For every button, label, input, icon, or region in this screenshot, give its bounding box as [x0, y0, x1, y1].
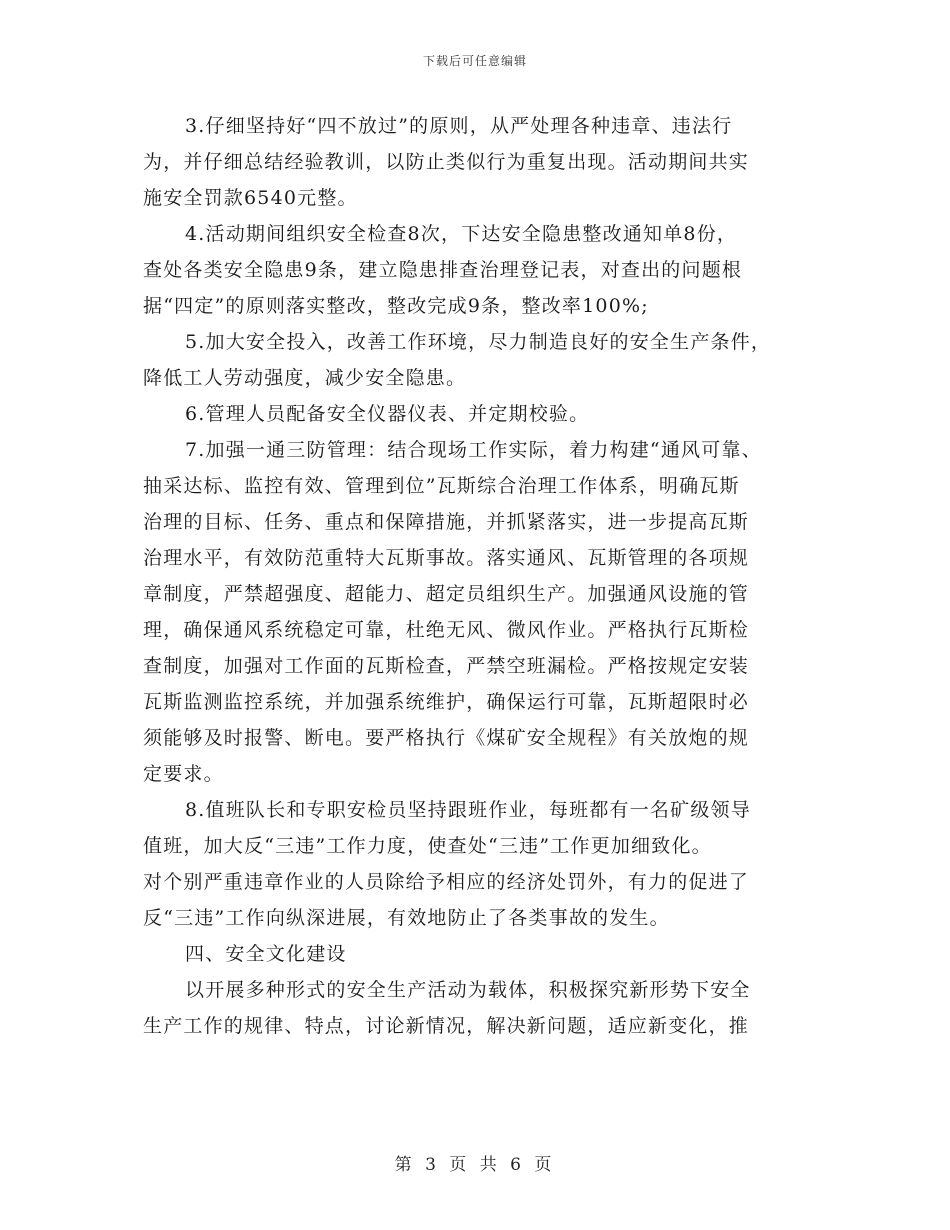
text-line: 7.加强一通三防管理：结合现场工作实际，着力构建“通风可靠、 [185, 439, 762, 461]
text-line: 施安全罚款6540元整。 [143, 187, 358, 209]
text-line: 四、安全文化建设 [185, 943, 347, 965]
text-line: 4.活动期间组织安全检查8次，下达安全隐患整改通知单8份， [185, 223, 738, 245]
page-header-note: 下载后可任意编辑 [422, 54, 527, 68]
page-number: 第 3 页 共 6 页 [394, 1155, 556, 1175]
text-line: 对个别严重违章作业的人员除给予相应的经济处罚外，有力的促进了 [143, 871, 750, 893]
text-line: 查处各类安全隐患9条，建立隐患排查治理登记表，对查出的问题根 [143, 259, 743, 281]
text-line: 查制度，加强对工作面的瓦斯检查，严禁空班漏检。严格按规定安装 [143, 655, 750, 677]
text-line: 8.值班队长和专职安检员坚持跟班作业，每班都有一名矿级领导 [185, 799, 751, 821]
text-line: 值班，加大反“三违”工作力度，使查处“三违”工作更加细致化。 [143, 835, 712, 857]
text-line: 3.仔细坚持好“四不放过”的原则，从严处理各种违章、违法行 [185, 115, 733, 137]
text-line: 以开展多种形式的安全生产活动为载体，积极探究新形势下安全 [185, 979, 751, 1001]
text-line: 治理水平，有效防范重特大瓦斯事故。落实通风、瓦斯管理的各项规 [143, 547, 750, 569]
text-line: 抽采达标、监控有效、管理到位”瓦斯综合治理工作体系，明确瓦斯 [143, 475, 740, 497]
text-line: 反“三违”工作向纵深进展，有效地防止了各类事故的发生。 [143, 907, 670, 929]
text-line: 须能够及时报警、断电。要严格执行《煤矿安全规程》有关放炮的规 [143, 727, 750, 749]
text-line: 降低工人劳动强度，减少安全隐患。 [143, 367, 467, 389]
document-body [143, 108, 798, 1044]
text-line: 6.管理人员配备安全仪器仪表、并定期校验。 [185, 403, 590, 425]
text-line: 5.加大安全投入，改善工作环境，尽力制造良好的安全生产条件， [185, 331, 772, 353]
text-line: 据“四定”的原则落实整改，整改完成9条，整改率100%; [143, 295, 649, 317]
text-line: 为，并仔细总结经验教训，以防止类似行为重复出现。活动期间共实 [143, 151, 750, 173]
text-line: 瓦斯监测监控系统，并加强系统维护，确保运行可靠，瓦斯超限时必 [143, 691, 750, 713]
text-line: 章制度，严禁超强度、超能力、超定员组织生产。加强通风设施的管 [143, 583, 750, 605]
text-line: 治理的目标、任务、重点和保障措施，并抓紧落实，进一步提高瓦斯 [143, 511, 750, 533]
text-line: 生产工作的规律、特点，讨论新情况，解决新问题，适应新变化，推 [143, 1015, 750, 1037]
text-line: 理，确保通风系统稳定可靠，杜绝无风、微风作业。严格执行瓦斯检 [143, 619, 750, 641]
text-line: 定要求。 [143, 763, 224, 785]
